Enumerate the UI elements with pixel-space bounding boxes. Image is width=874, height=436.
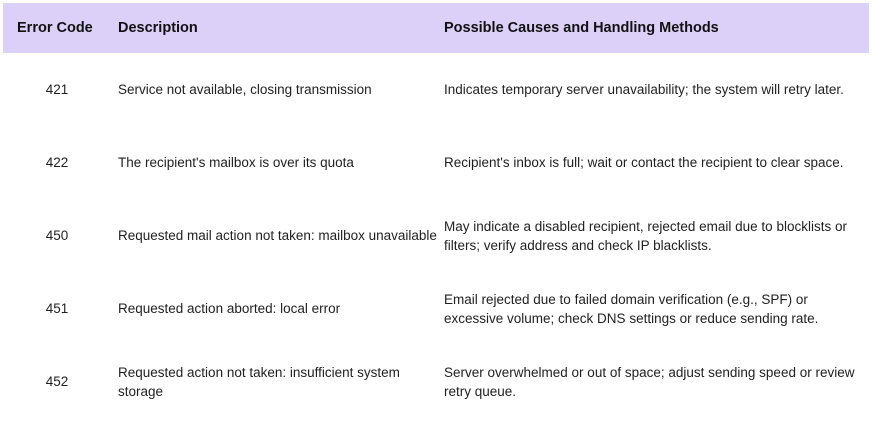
table-row (3, 345, 869, 418)
description-cell: Requested action aborted: local error (118, 301, 341, 316)
table-row (3, 199, 869, 272)
table-row (3, 272, 869, 345)
header-causes: Possible Causes and Handling Methods (444, 20, 719, 36)
header-description: Description (118, 20, 198, 36)
causes-cell: Indicates temporary server unavailability; the system will retry later. (444, 82, 844, 97)
causes-cell: Email rejected due to failed domain verification (e.g., SPF) or excessive volume; check DNS settings or reduce sending rate. (444, 291, 819, 326)
causes-cell: Server overwhelmed or out of space; adjust sending speed or review retry queue. (444, 364, 855, 399)
table-body (3, 53, 869, 418)
error-code-cell: 451 (45, 301, 69, 316)
causes-cell: May indicate a disabled recipient, rejected email due to blocklists or filters; verify address and check IP blacklists. (444, 218, 847, 253)
error-code-cell: 450 (45, 228, 69, 243)
description-cell: The recipient's mailbox is over its quota (118, 155, 354, 170)
header-error-code: Error Code (17, 20, 93, 36)
table-row (3, 126, 869, 199)
description-cell: Service not available, closing transmission (118, 82, 372, 97)
error-code-table (3, 3, 869, 418)
table-row (3, 53, 869, 126)
error-code-cell: 452 (45, 374, 69, 389)
description-cell: Requested action not taken: insufficient system storage (118, 364, 400, 399)
description-cell: Requested mail action not taken: mailbox unavailable (118, 228, 437, 243)
table-header (3, 3, 869, 53)
causes-cell: Recipient's inbox is full; wait or contact the recipient to clear space. (444, 155, 844, 170)
error-code-cell: 421 (45, 82, 69, 97)
error-code-cell: 422 (45, 155, 69, 170)
